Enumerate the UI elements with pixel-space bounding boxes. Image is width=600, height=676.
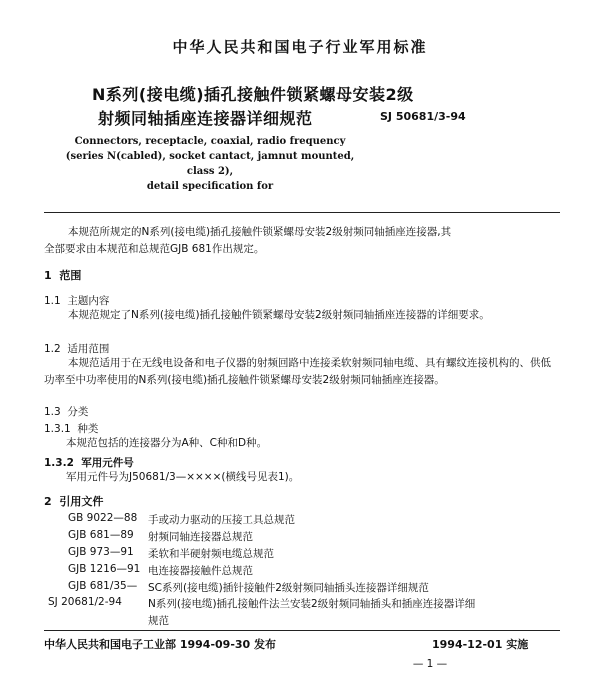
footer-divider (44, 630, 560, 631)
section-title: 种类 (77, 423, 99, 435)
section-1-1-heading (44, 293, 109, 308)
reference-code: GB 9022—88 (68, 512, 138, 524)
reference-code: GJB 681/35— (68, 580, 138, 592)
reference-code: GJB 973—91 (68, 546, 134, 558)
section-title: 引用文件 (59, 495, 104, 508)
reference-title: 手或动力驱动的压接工具总规范 (148, 514, 295, 526)
section-2-heading (44, 493, 103, 509)
reference-code: GJB 681—89 (68, 529, 134, 541)
section-title: 范围 (59, 269, 82, 282)
reference-title: 柔软和半硬射频电缆总规范 (148, 548, 274, 560)
section-number: 1.3 (44, 406, 61, 418)
section-1-1-text: 本规范规定了N系列(接电缆)插孔接触件锁紧螺母安装2级射频同轴插座连接器的详细要求。 (68, 309, 490, 321)
section-number: 1.3.2 (44, 457, 74, 469)
effective-date: 1994-12-01 实施 (432, 638, 529, 651)
section-1-3-1-text: 本规范包括的连接器分为A种、C种和D种。 (66, 437, 268, 449)
reference-title: N系列(接电缆)插孔接触件法兰安装2级射频同轴插头和插座连接器详细规范 (148, 598, 476, 627)
section-title: 分类 (67, 406, 89, 418)
section-title: 主题内容 (67, 295, 110, 307)
english-title-line: (series N(cabled), socket cantact, jamnut mounted, (65, 151, 355, 162)
section-1-2-heading (44, 341, 109, 356)
section-title: 适用范围 (67, 343, 110, 355)
organization-header: 中华人民共和国电子行业军用标准 (172, 38, 428, 56)
reference-code: SJ 20681/2-94 (48, 596, 122, 608)
page-number: — 1 — (412, 658, 448, 670)
section-1-3-1-heading (44, 421, 98, 436)
reference-title: 电连接器接触件总规范 (148, 565, 253, 577)
english-title-line: detail specification for (146, 181, 274, 192)
standard-code: SJ 50681/3-94 (380, 110, 466, 123)
section-1-2-text: 本规范适用于在无线电设备和电子仪器的射频回路中连接柔软射频同轴电缆、具有螺纹连接机构的、供低功率至中功率使用的N系列(接电缆)插孔接触件锁紧螺母安装2级射频同轴插座连接器。 (44, 357, 551, 386)
section-number: 1.3.1 (44, 423, 71, 435)
section-1-heading (44, 267, 81, 283)
english-title-line: class 2), (186, 166, 234, 177)
section-1-3-2-heading (44, 455, 134, 470)
section-number: 1.1 (44, 295, 61, 307)
english-title-line: Connectors, receptacle, coaxial, radio frequency (74, 136, 346, 147)
title-line-2: 射频同轴插座连接器详细规范 (98, 109, 313, 128)
section-1-3-2-text: 军用元件号为J50681/3—××××(横线号见表1)。 (66, 471, 300, 483)
intro-line-1: 本规范所规定的N系列(接电缆)插孔接触件锁紧螺母安装2级射频同轴插座连接器,其 (68, 226, 452, 238)
section-number: 2 (44, 495, 52, 508)
reference-code: GJB 1216—91 (68, 563, 141, 575)
reference-title: SC系列(接电缆)插针接触件2级射频同轴插头连接器详细规范 (148, 582, 429, 594)
section-number: 1 (44, 269, 52, 282)
title-line-1: N系列(接电缆)插孔接触件锁紧螺母安装2级 (92, 85, 414, 104)
intro-line-2: 全部要求由本规范和总规范GJB 681作出规定。 (44, 243, 265, 255)
issue-info: 中华人民共和国电子工业部 1994-09-30 发布 (44, 638, 277, 651)
reference-title: 射频同轴连接器总规范 (148, 531, 253, 543)
section-number: 1.2 (44, 343, 61, 355)
section-1-3-heading (44, 404, 88, 419)
section-title: 军用元件号 (81, 457, 134, 469)
header-divider (44, 212, 560, 213)
